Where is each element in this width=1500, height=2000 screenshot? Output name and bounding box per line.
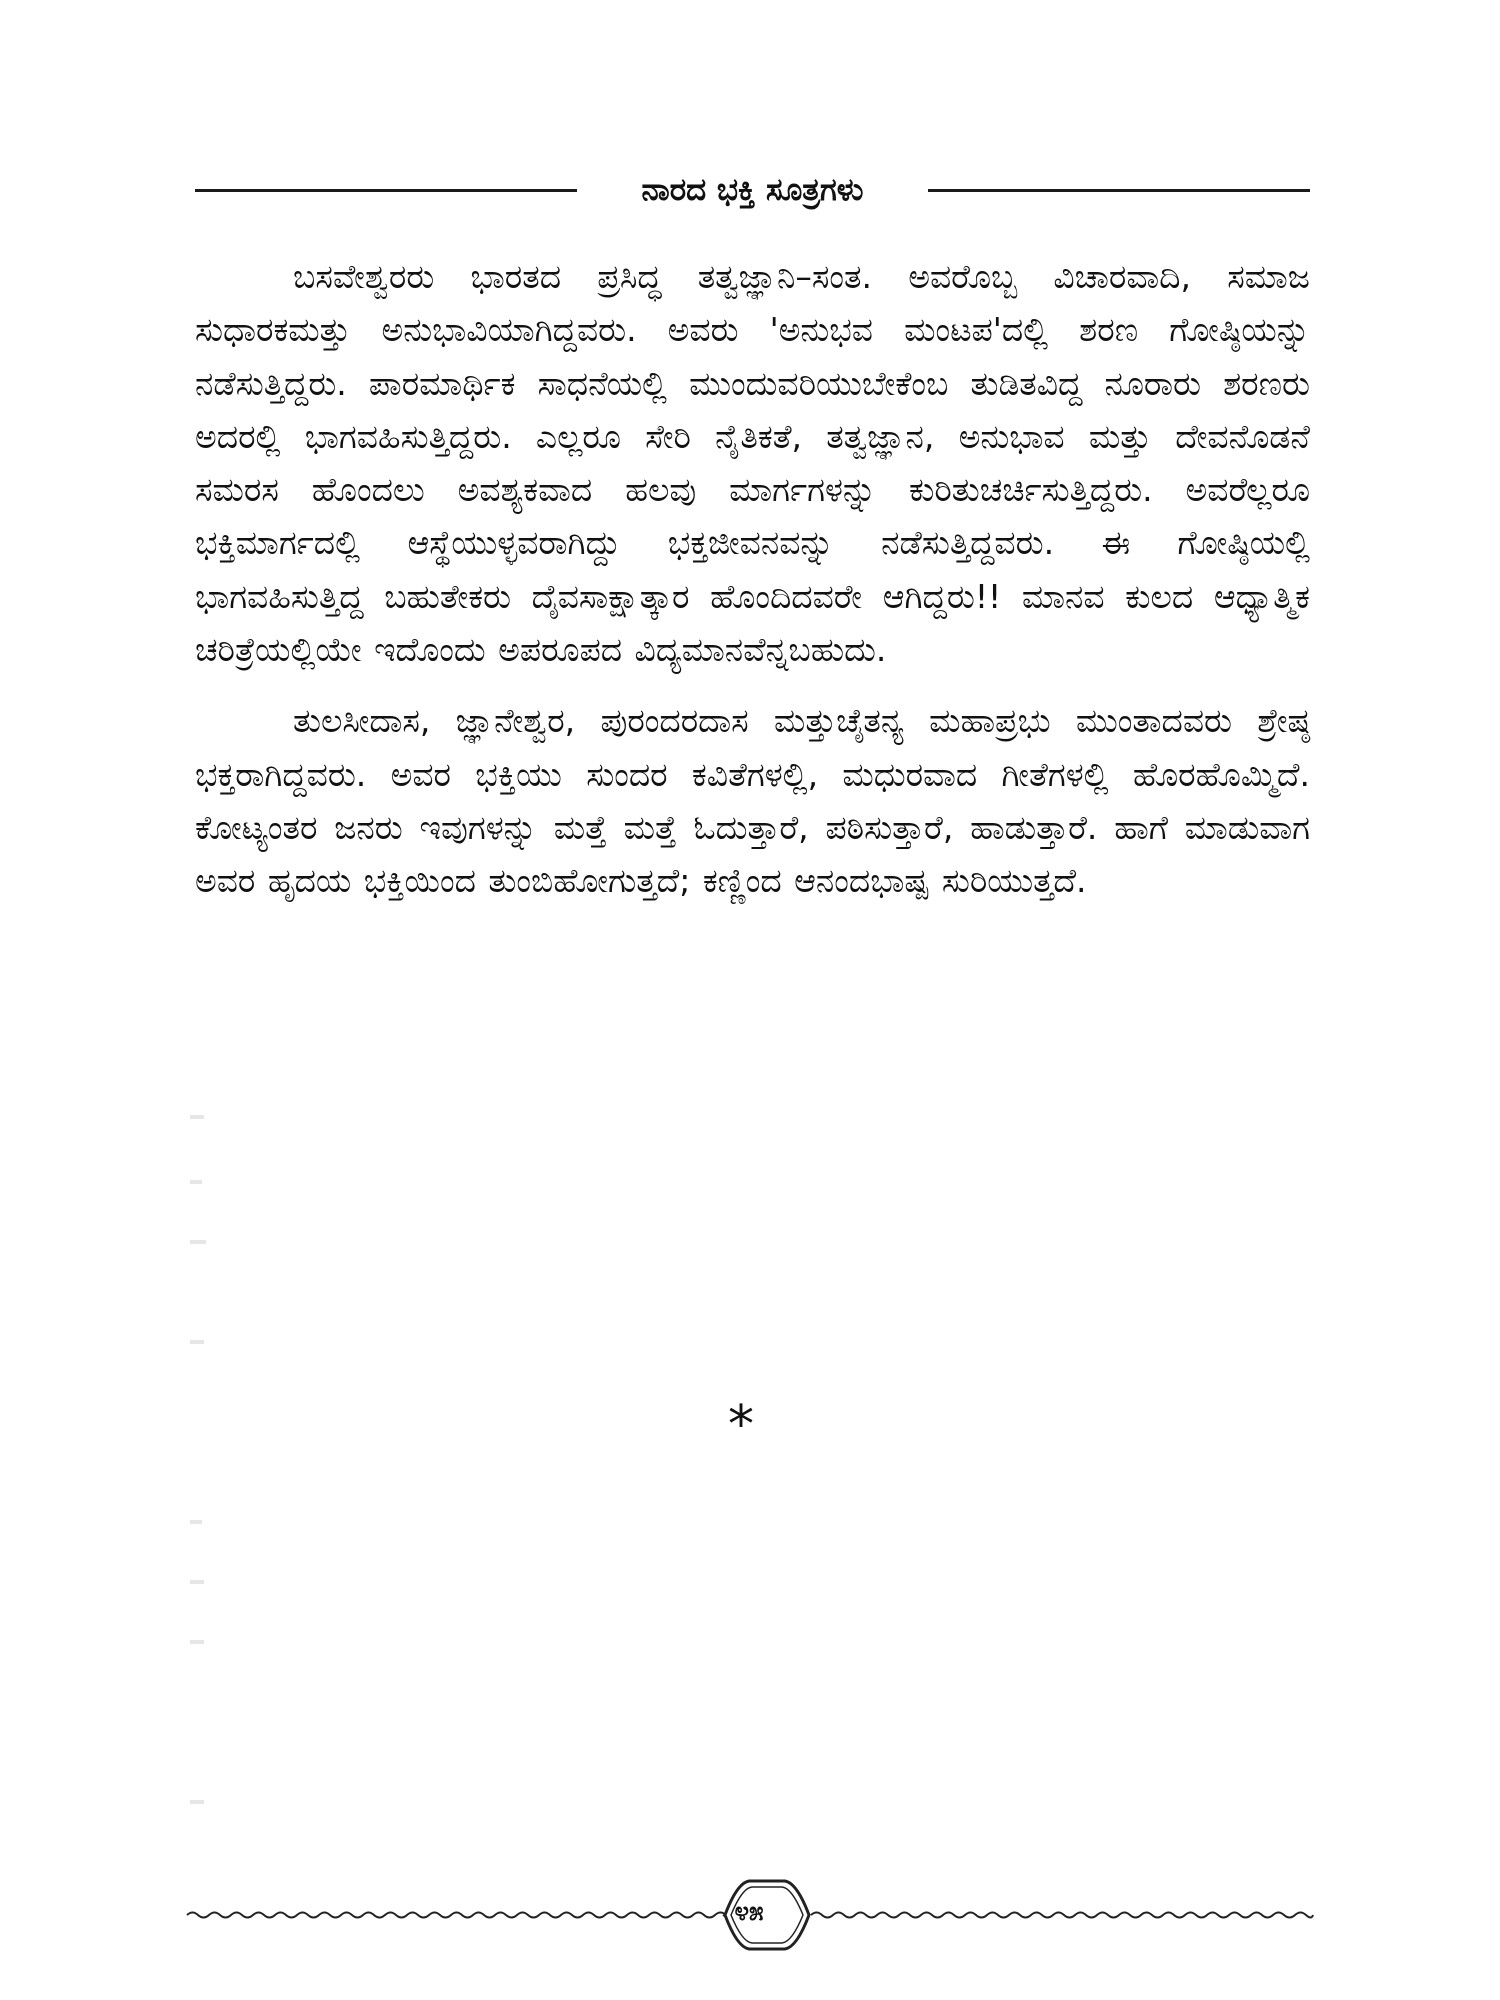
header-title: ನಾರದ ಭಕ್ತಿ ಸೂತ್ರಗಳು [641,172,864,208]
scan-mark [190,1115,204,1119]
header-rule-left [195,189,577,192]
section-separator-asterisk: * [728,1395,754,1455]
page-number: ೪೫ [734,1897,764,1927]
scan-mark [190,1520,202,1524]
paragraph-2: ತುಲಸೀದಾಸ, ಜ್ಞಾನೇಶ್ವರ, ಪುರಂದರದಾಸ ಮತ್ತುಚೈತನ್ಯ ಮಹಾಪ್ರಭು ಮುಂತಾದವರು ಶ್ರೇಷ್ಠ ಭಕ್ತರಾಗಿದ್ದವರು. ಅವರ ಭಕ್ತಿಯು ಸುಂದರ ಕವಿತೆಗಳಲ್ಲಿ, ಮಧುರವಾದ ಗೀತೆಗಳಲ್ಲಿ ಹೊರಹೊಮ್ಮಿದೆ. ಕೋಟ್ಯಂತರ ಜನರು ಇವುಗಳನ್ನು ಮತ್ತೆ ಮತ್ತೆ ಓದುತ್ತಾರೆ, ಪಠಿಸುತ್ತಾರೆ, ಹಾಡುತ್ತಾರೆ. ಹಾಗೆ ಮಾಡುವಾಗ ಅವರ ಹೃದಯ ಭಕ್ತಿಯಿಂದ ತುಂಬಿಹೋಗುತ್ತದೆ; ಕಣ್ಣಿಂದ ಆನಂದಭಾಷ್ಪ ಸುರಿಯುತ್ತದೆ. [195,701,1310,901]
scan-mark [190,1240,206,1244]
running-header [195,168,1310,212]
scan-mark [190,1340,204,1344]
scan-mark [190,1640,204,1644]
scan-mark [190,1180,202,1184]
header-rule-right [928,189,1310,192]
scan-mark [190,1800,204,1804]
paragraph-1: ಬಸವೇಶ್ವರರು ಭಾರತದ ಪ್ರಸಿದ್ಧ ತತ್ವಜ್ಞಾನಿ–ಸಂತ. ಅವರೊಬ್ಬ ವಿಚಾರವಾದಿ, ಸಮಾಜ ಸುಧಾರಕಮತ್ತು ಅನುಭಾವಿಯಾಗಿದ್ದವರು. ಅವರು 'ಅನುಭವ ಮಂಟಪ'ದಲ್ಲಿ ಶರಣ ಗೋಷ್ಠಿಯನ್ನು ನಡೆಸುತ್ತಿದ್ದರು. ಪಾರಮಾರ್ಥಿಕ ಸಾಧನೆಯಲ್ಲಿ ಮುಂದುವರಿಯುಬೇಕೆಂಬ ತುಡಿತವಿದ್ದ ನೂರಾರು ಶರಣರು ಅದರಲ್ಲಿ ಭಾಗವಹಿಸುತ್ತಿದ್ದರು. ಎಲ್ಲರೂ ಸೇರಿ ನೈತಿಕತೆ, ತತ್ವಜ್ಞಾನ, ಅನುಭಾವ ಮತ್ತು ದೇವನೊಡನೆ ಸಮರಸ ಹೊಂದಲು ಅವಶ್ಯಕವಾದ ಹಲವು ಮಾರ್ಗಗಳನ್ನು ಕುರಿತುಚರ್ಚಿಸುತ್ತಿದ್ದರು. ಅವರೆಲ್ಲರೂ ಭಕ್ತಿಮಾರ್ಗದಲ್ಲಿ ಆಸ್ಥೆಯುಳ್ಳವರಾಗಿದ್ದು ಭಕ್ತಜೀವನವನ್ನು ನಡೆಸುತ್ತಿದ್ದವರು. ಈ ಗೋಷ್ಠಿಯಲ್ಲಿ ಭಾಗವಹಿಸುತ್ತಿದ್ದ ಬಹುತೇಕರು ದೈವಸಾಕ್ಷಾತ್ಕಾರ ಹೊಂದಿದವರೇ ಆಗಿದ್ದರು!! ಮಾನವ ಕುಲದ ಆಧ್ಯಾತ್ಮಿಕ ಚರಿತ್ರೆಯಲ್ಲಿಯೇ ಇದೊಂದು ಅಪರೂಪದ ವಿದ್ಯಮಾನವೆನ್ನಬಹುದು. [195,257,1310,670]
body-text [195,250,1310,926]
scan-mark [190,1580,204,1584]
page-footer [185,1875,1315,1955]
